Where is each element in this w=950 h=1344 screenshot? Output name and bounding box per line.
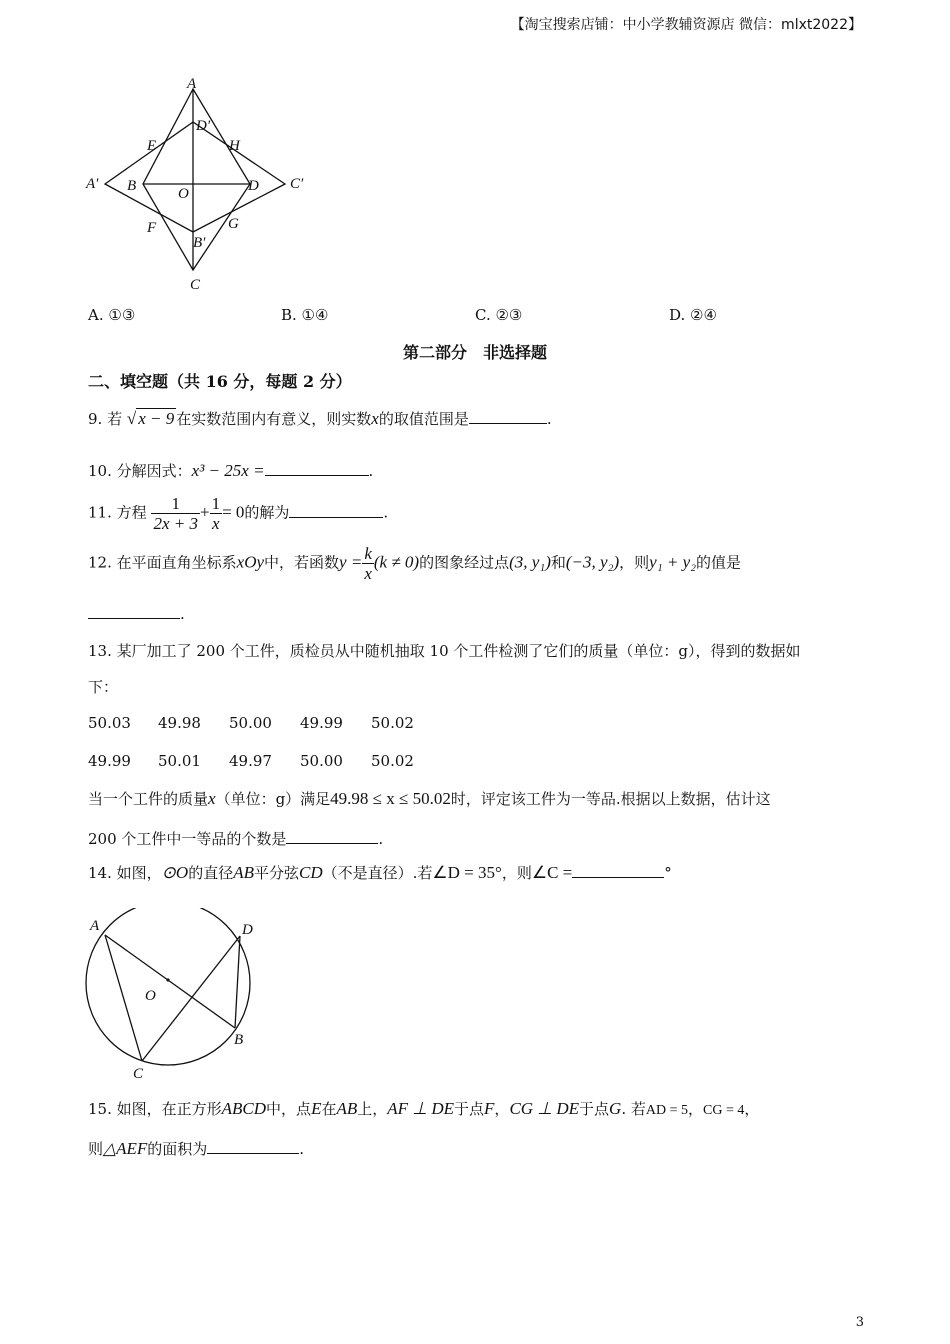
answer-blank-13 bbox=[286, 829, 378, 844]
part-title: 第二部分 非选择题 bbox=[402, 343, 547, 362]
label-B: B bbox=[127, 178, 137, 194]
header-watermark: 【淘宝搜索店铺：中小学教辅资源店 微信：mlxt2022】 bbox=[510, 17, 862, 33]
question-13-line-2: 下： bbox=[88, 678, 119, 696]
question-11: 11. 方程 $\frac{1}{2x + 3}$ + $\frac{1}{x}$ = 0的解为 . bbox=[88, 494, 389, 533]
sqrt-expression: √ x − 9 bbox=[126, 409, 175, 428]
answer-blank-10 bbox=[265, 461, 369, 476]
data-cell: 50.01 bbox=[158, 752, 201, 770]
label-O: O bbox=[178, 186, 189, 202]
label-D: D bbox=[248, 178, 259, 194]
option-a: A. ①③ bbox=[88, 306, 136, 324]
label-A-prime: A′ bbox=[86, 176, 99, 192]
answer-blank-12 bbox=[88, 604, 180, 619]
option-d: D. ②④ bbox=[669, 306, 717, 324]
figure-circle-diagram bbox=[80, 908, 270, 1084]
label-A: A bbox=[187, 76, 197, 92]
question-15-line-1: 15. 如图，在正方形ABCD中，点E在AB上，AF ⊥ DE于点F，CG ⊥ DE于点G. 若AD = 5，CG = 4， bbox=[88, 1099, 760, 1118]
label-C: C bbox=[190, 277, 201, 293]
data-cell: 49.97 bbox=[229, 752, 272, 770]
fraction-k-x: $\frac{k}{x}$ bbox=[364, 544, 372, 583]
data-cell: 49.99 bbox=[88, 752, 131, 770]
rhombus-a-prime bbox=[105, 122, 285, 232]
data-cell: 50.03 bbox=[88, 714, 131, 732]
center-point bbox=[166, 978, 169, 981]
question-12: 12. 在平面直角坐标系xOy中，若函数y = $\frac{k}{x}$ (k ≠ 0)的图象经过点(3, y₁)和(−3, y₂)，则y₁ + y₂的值是 bbox=[88, 544, 742, 583]
label-C: C bbox=[133, 1066, 144, 1082]
question-9: 9. 若 √ x − 9 在实数范围内有意义，则实数x的取值范围是 . bbox=[88, 409, 552, 428]
data-cell: 50.00 bbox=[229, 714, 272, 732]
fraction-1: $\frac{1}{2x + 3}$ bbox=[153, 494, 198, 533]
label-B-prime: B′ bbox=[193, 235, 206, 251]
label-H: H bbox=[229, 138, 240, 154]
label-D-prime: D′ bbox=[196, 118, 211, 134]
label-G: G bbox=[228, 216, 239, 232]
data-cell: 50.00 bbox=[300, 752, 343, 770]
label-E: E bbox=[147, 138, 157, 154]
question-13-line-4: 200 个工件中一等品的个数是 . bbox=[88, 830, 384, 848]
label-C-prime: C′ bbox=[290, 176, 304, 192]
label-A: A bbox=[90, 918, 100, 934]
circle-o bbox=[86, 908, 250, 1065]
question-12-line-2: . bbox=[88, 604, 185, 623]
chord-db bbox=[235, 936, 240, 1028]
label-B: B bbox=[234, 1032, 244, 1048]
question-13-line-1: 13. 某厂加工了 200 个工件，质检员从中随机抽取 10 个工件检测了它们的质量（单位：g），得到的数据如 bbox=[88, 642, 801, 660]
data-cell: 49.98 bbox=[158, 714, 201, 732]
option-b: B. ①④ bbox=[281, 306, 329, 324]
page-number: 3 bbox=[855, 1315, 864, 1330]
answer-blank-9 bbox=[469, 409, 547, 424]
section-title: 二、填空题（共 16 分，每题 2 分） bbox=[88, 372, 352, 391]
answer-blank-14 bbox=[572, 863, 664, 878]
diameter-ab bbox=[105, 935, 235, 1028]
option-c: C. ②③ bbox=[475, 306, 523, 324]
question-10: 10. 分解因式：x³ − 25x = . bbox=[88, 461, 374, 480]
data-cell: 49.99 bbox=[300, 714, 343, 732]
question-14: 14. 如图，⊙O的直径AB平分弦CD（不是直径）.若∠D = 35°，则∠C = ° bbox=[88, 863, 672, 882]
label-F: F bbox=[147, 220, 157, 236]
question-13-line-3: 当一个工件的质量x（单位：g）满足49.98 ≤ x ≤ 50.02时，评定该工件为一等品.根据以上数据，估计这 bbox=[88, 789, 771, 808]
answer-blank-11 bbox=[289, 503, 383, 518]
question-15-line-2: 则△AEF的面积为 . bbox=[88, 1139, 305, 1158]
answer-blank-15 bbox=[207, 1139, 299, 1154]
data-cell: 50.02 bbox=[371, 752, 414, 770]
label-D: D bbox=[242, 922, 253, 938]
data-cell: 50.02 bbox=[371, 714, 414, 732]
figure-rhombus-diagram bbox=[80, 72, 320, 294]
label-O: O bbox=[145, 988, 156, 1004]
fraction-2: $\frac{1}{x}$ bbox=[211, 494, 221, 533]
